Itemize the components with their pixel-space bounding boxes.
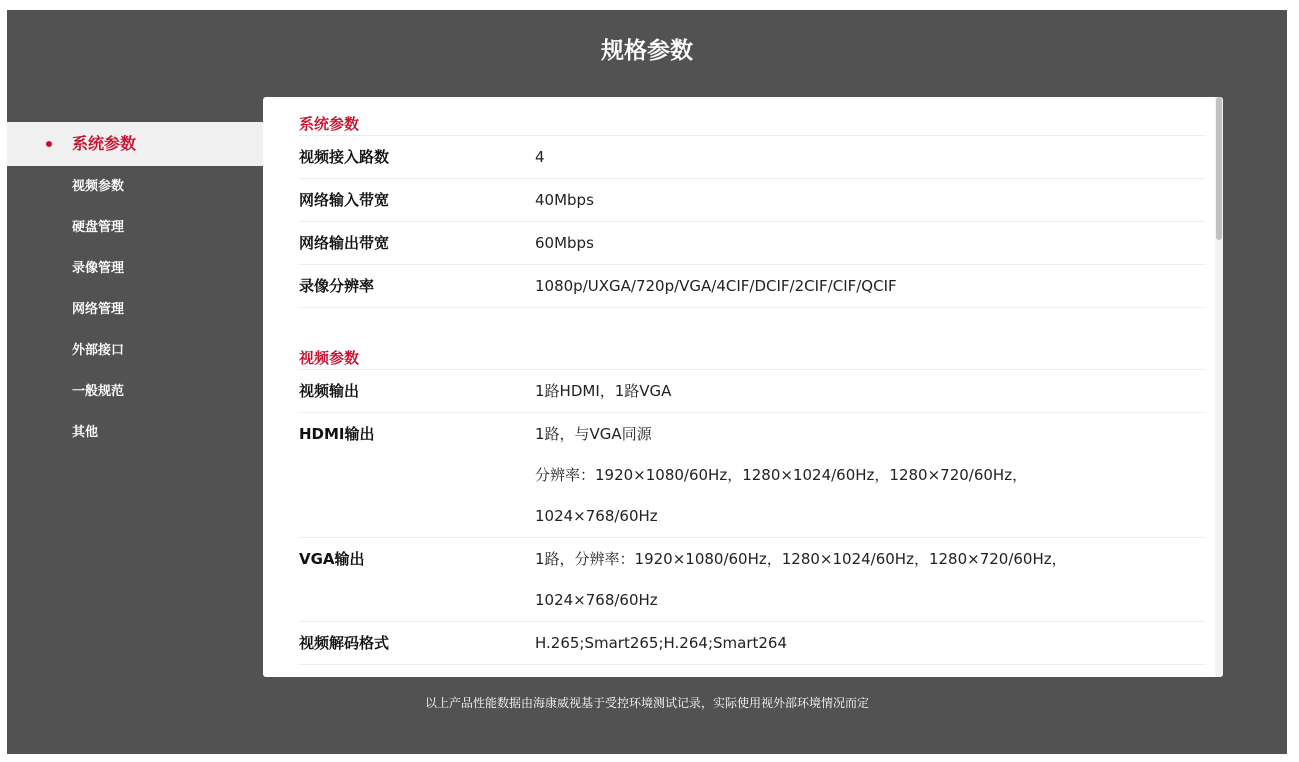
spec-value-line: 40Mbps [535, 191, 594, 209]
spec-value-line: 1024×768/60Hz [535, 507, 658, 525]
spec-row [299, 179, 1205, 222]
spec-value-line: H.265;Smart265;H.264;Smart264 [535, 634, 787, 652]
spec-row [299, 538, 1205, 622]
spec-label: 网络输出带宽 [299, 234, 390, 252]
spec-label: 视频接入路数 [299, 148, 390, 166]
spec-value [535, 378, 1205, 404]
page-title: 规格参数 [601, 38, 693, 64]
sidebar-item-other[interactable] [7, 412, 263, 453]
footer-disclaimer: 以上产品性能数据由海康威视基于受控环境测试记录，实际使用视外部环境情况而定 [424, 696, 869, 710]
spec-value-line: 1路，与VGA同源 [535, 425, 652, 443]
spec-value [535, 230, 1205, 256]
sidebar-item-label: 系统参数 [72, 134, 137, 153]
active-dot-icon [46, 141, 52, 147]
sidebar-item-recording-management[interactable] [7, 248, 263, 289]
sidebar-item-label: 录像管理 [72, 261, 125, 276]
sidebar-item-general-specs[interactable] [7, 371, 263, 412]
spec-row [299, 222, 1205, 265]
spec-value-line: 4 [535, 148, 545, 166]
section-title-system-params: 系统参数 [299, 113, 1205, 136]
scrollbar-track[interactable] [1215, 97, 1223, 677]
spec-row [299, 136, 1205, 179]
spec-value-line: 1080p/UXGA/720p/VGA/4CIF/DCIF/2CIF/CIF/QCIF [535, 277, 897, 295]
sidebar-item-label: 视频参数 [72, 179, 125, 194]
spec-value-line: 1路，分辨率：1920×1080/60Hz，1280×1024/60Hz，1280×720/60Hz， [535, 550, 1067, 568]
spec-value [535, 273, 1205, 299]
spec-value-line: 1路HDMI，1路VGA [535, 382, 672, 400]
spec-page [7, 10, 1287, 754]
spec-label: 视频输出 [299, 382, 360, 400]
sidebar-item-label: 外部接口 [72, 343, 125, 358]
section-title-video-params: 视频参数 [299, 347, 1205, 370]
scrollbar-thumb[interactable] [1216, 97, 1222, 240]
spec-row [299, 265, 1205, 308]
spec-row [299, 413, 1205, 538]
sidebar-item-system-params[interactable] [7, 122, 263, 166]
sidebar-item-label: 其他 [72, 425, 99, 440]
sidebar-item-label: 一般规范 [72, 384, 125, 399]
spec-label: 录像分辨率 [299, 277, 375, 295]
spec-row [299, 622, 1205, 665]
spec-label: VGA输出 [299, 550, 365, 568]
spec-row [299, 370, 1205, 413]
sidebar-item-external-interfaces[interactable] [7, 330, 263, 371]
spec-value [535, 421, 1205, 529]
spec-value [535, 546, 1205, 613]
sidebar-nav [7, 122, 263, 453]
sidebar-item-network-management[interactable] [7, 289, 263, 330]
spec-value [535, 144, 1205, 170]
sidebar-item-label: 网络管理 [72, 302, 125, 317]
spec-label: 视频解码格式 [299, 634, 390, 652]
sidebar-item-disk-management[interactable] [7, 207, 263, 248]
section-spacer [299, 308, 1205, 347]
spec-value-line: 1024×768/60Hz [535, 591, 658, 609]
spec-value [535, 187, 1205, 213]
spec-panel[interactable] [263, 97, 1223, 677]
spec-value [535, 630, 1205, 656]
spec-content [299, 113, 1205, 665]
spec-label: HDMI输出 [299, 425, 375, 443]
sidebar-item-video-params[interactable] [7, 166, 263, 207]
sidebar-item-label: 硬盘管理 [72, 220, 125, 235]
spec-label: 网络输入带宽 [299, 191, 390, 209]
spec-value-line: 60Mbps [535, 234, 594, 252]
spec-value-line: 分辨率：1920×1080/60Hz，1280×1024/60Hz，1280×720/60Hz， [535, 466, 1028, 484]
